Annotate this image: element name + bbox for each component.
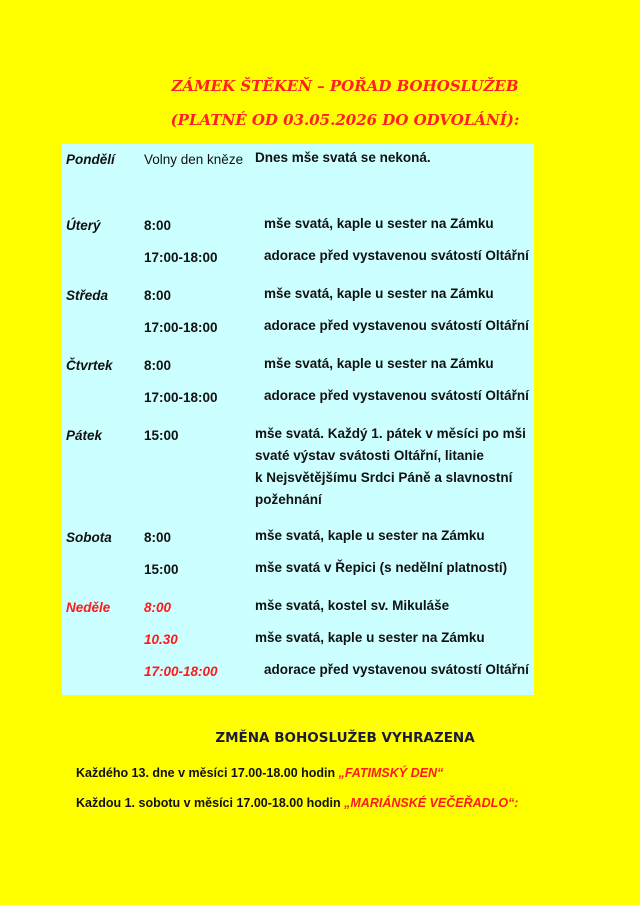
day-friday: Pátek [66,428,103,443]
day-sunday: Neděle [66,600,111,615]
fatima-day-line [76,766,443,780]
tuesday-desc-1: mše svatá, kaple u sester na Zámku [264,216,494,231]
friday-desc-line: svaté výstav svátosti Oltářní, litanie [255,448,484,463]
day-thursday: Čtvrtek [66,358,113,373]
friday-desc [255,423,533,511]
saturday-time-1: 8:00 [144,530,172,545]
friday-desc-line: k Nejsvětějšímu Srdci Páně a slavnostní [255,470,513,485]
wednesday-desc-2: adorace před vystavenou svátostí Oltářní [264,318,529,333]
marian-cenacle-line [76,796,518,810]
thursday-desc-2: adorace před vystavenou svátostí Oltářní [264,388,529,403]
wednesday-desc-1: mše svatá, kaple u sester na Zámku [264,286,494,301]
sunday-time-1: 8:00 [144,600,172,615]
wednesday-time-2: 17:00-18:00 [144,320,218,335]
friday-desc-line: mše svatá. Každý 1. pátek v měsíci po mši [255,426,526,441]
marian-cenacle-text: Každou 1. sobotu v měsíci 17.00-18.00 hodin [76,796,345,810]
schedule-table [62,144,534,695]
day-monday: Pondělí [66,152,115,167]
monday-time: Volny den kněze [144,152,244,167]
friday-time: 15:00 [144,428,179,443]
day-wednesday: Středa [66,288,109,303]
page-subtitle: (PLATNÉ OD 03.05.2026 DO ODVOLÁNÍ): [170,111,520,129]
sunday-desc-1: mše svatá, kostel sv. Mikuláše [255,598,450,613]
thursday-desc-1: mše svatá, kaple u sester na Zámku [264,356,494,371]
saturday-desc-1: mše svatá, kaple u sester na Zámku [255,528,485,543]
thursday-time-1: 8:00 [144,358,172,373]
sunday-time-2: 10.30 [144,632,178,647]
change-notice: ZMĚNA BOHOSLUŽEB VYHRAZENA [215,730,475,746]
saturday-time-2: 15:00 [144,562,179,577]
fatima-day-text: Každého 13. dne v měsíci 17.00-18.00 hodin [76,766,339,780]
monday-desc: Dnes mše svatá se nekoná. [255,150,431,165]
thursday-time-2: 17:00-18:00 [144,390,218,405]
wednesday-time-1: 8:00 [144,288,172,303]
marian-cenacle-name: „MARIÁNSKÉ VEČEŘADLO“: [344,796,519,810]
friday-desc-line: požehnání [255,492,322,507]
tuesday-desc-2: adorace před vystavenou svátostí Oltářní [264,248,529,263]
sunday-time-3: 17:00-18:00 [144,664,218,679]
sunday-desc-2: mše svatá, kaple u sester na Zámku [255,630,485,645]
day-tuesday: Úterý [66,218,101,233]
day-saturday: Sobota [66,530,112,545]
fatima-day-name: „FATIMSKÝ DEN“ [338,766,444,780]
tuesday-time-1: 8:00 [144,218,172,233]
page-title: ZÁMEK ŠTĚKEŇ – POŘAD BOHOSLUŽEB [171,77,519,95]
tuesday-time-2: 17:00-18:00 [144,250,218,265]
sunday-desc-3: adorace před vystavenou svátostí Oltářní [264,662,529,677]
saturday-desc-2: mše svatá v Řepici (s nedělní platností) [255,560,508,575]
